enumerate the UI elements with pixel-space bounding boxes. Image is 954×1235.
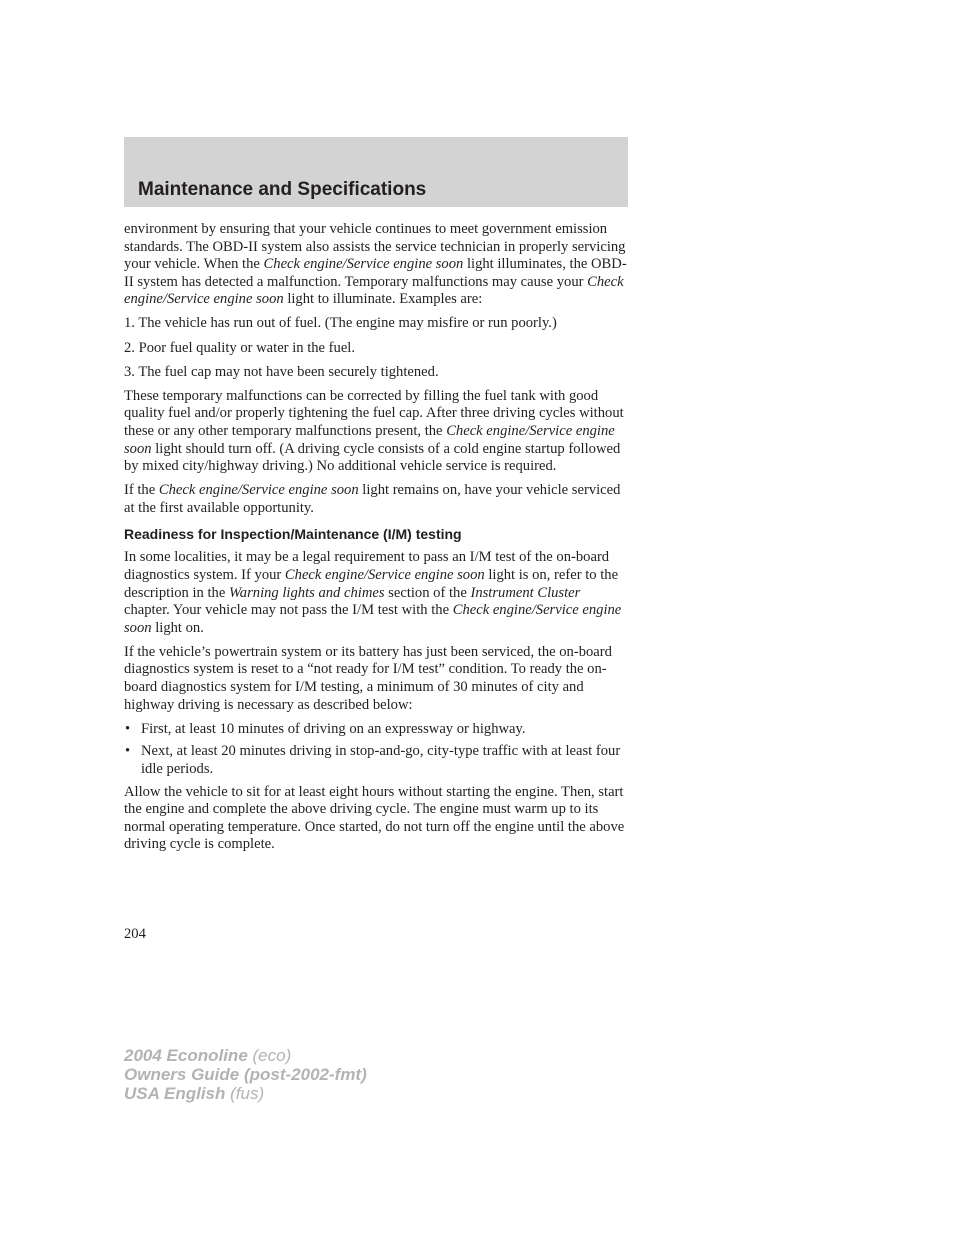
driving-requirements-list [124,721,628,779]
section-title: Maintenance and Specifications [138,179,427,200]
footer-line-language: USA English (fus) [124,1084,265,1103]
bullet-icon: • [125,720,131,737]
page-content [124,221,628,860]
bullet-icon: • [125,743,131,760]
paragraph-temporary-malfunctions: These temporary malfunctions can be corrected by filling the fuel tank with good quality fuel and/or properly tightening the fuel cap. After three driving cycles without these or any other temporary malfunctions present, the Check engine/Service engine soon light should turn off. (A driving cycle consists of a cold engine startup followed by mixed city/highway driving.) No additional vehicle service is required. [124,387,624,475]
example-item: 2. Poor fuel quality or water in the fuel. [124,339,356,356]
paragraph-obd-intro: environment by ensuring that your vehicle continues to meet government emission standards. The OBD-II system also assists the service technician in properly servicing your vehicle. When the Check engine/Service engine soon light illuminates, the OBD-II system has detected a malfunction. Temporary malfunctions may cause your Check engine/Service engine soon light to illuminate. Examples are: [124,221,627,308]
example-item: 3. The fuel cap may not have been securely tightened. [124,363,439,380]
check-engine-term: Check engine/Service engine soon [124,422,615,457]
check-engine-term: Check engine/Service engine soon [158,482,359,499]
paragraph-drive-cycle: Allow the vehicle to sit for at least eight hours without starting the engine. Then, start the engine and complete the above driving cycle. The engine must warm up to its normal operating temperature. Once started, do not turn off the engine until the above driving cycle is complete. [124,783,625,853]
list-item: • Next, at least 20 minutes driving in stop-and-go, city-type traffic with at least four idle periods. [125,743,621,777]
check-engine-term: Check engine/Service engine soon [124,273,624,308]
document-footer [124,1046,367,1103]
check-engine-term: Check engine/Service engine soon [263,256,464,273]
instrument-cluster-reference: Instrument Cluster [470,584,581,601]
paragraph-im-test-requirement: In some localities, it may be a legal requirement to pass an I/M test of the on-board diagnostics system. If your Check engine/Service engine soon light is on, refer to the description in the Warning lights and chimes section of the Instrument Cluster chapter. Your vehicle may not pass the I/M test with the Check engine/Service engine soon light on. [124,549,622,636]
example-item: 1. The vehicle has run out of fuel. (The engine may misfire or run poorly.) [124,315,557,332]
list-item: • First, at least 10 minutes of driving on an expressway or highway. [125,720,526,737]
paragraph-system-reset: If the vehicle’s powertrain system or its battery has just been serviced, the on-board diagnostics system is reset to a “not ready for I/M test” condition. To ready the on-board diagnostics system for I/M testing, a minimum of 30 minutes of city and highway driving is necessary as described below: [124,643,612,713]
section-header-band [124,137,628,207]
footer-line-model: 2004 Econoline (eco) [124,1046,292,1065]
subheading-im-testing: Readiness for Inspection/Maintenance (I/M) testing [124,526,462,543]
paragraph-light-remains-on: If the Check engine/Service engine soon light remains on, have your vehicle serviced at the first available opportunity. [124,482,621,516]
warning-lights-reference: Warning lights and chimes [228,584,385,601]
page-number: 204 [124,926,146,942]
check-engine-term: Check engine/Service engine soon [124,602,622,636]
footer-line-guide: Owners Guide (post-2002-fmt) [124,1065,367,1084]
check-engine-term: Check engine/Service engine soon [284,567,485,583]
